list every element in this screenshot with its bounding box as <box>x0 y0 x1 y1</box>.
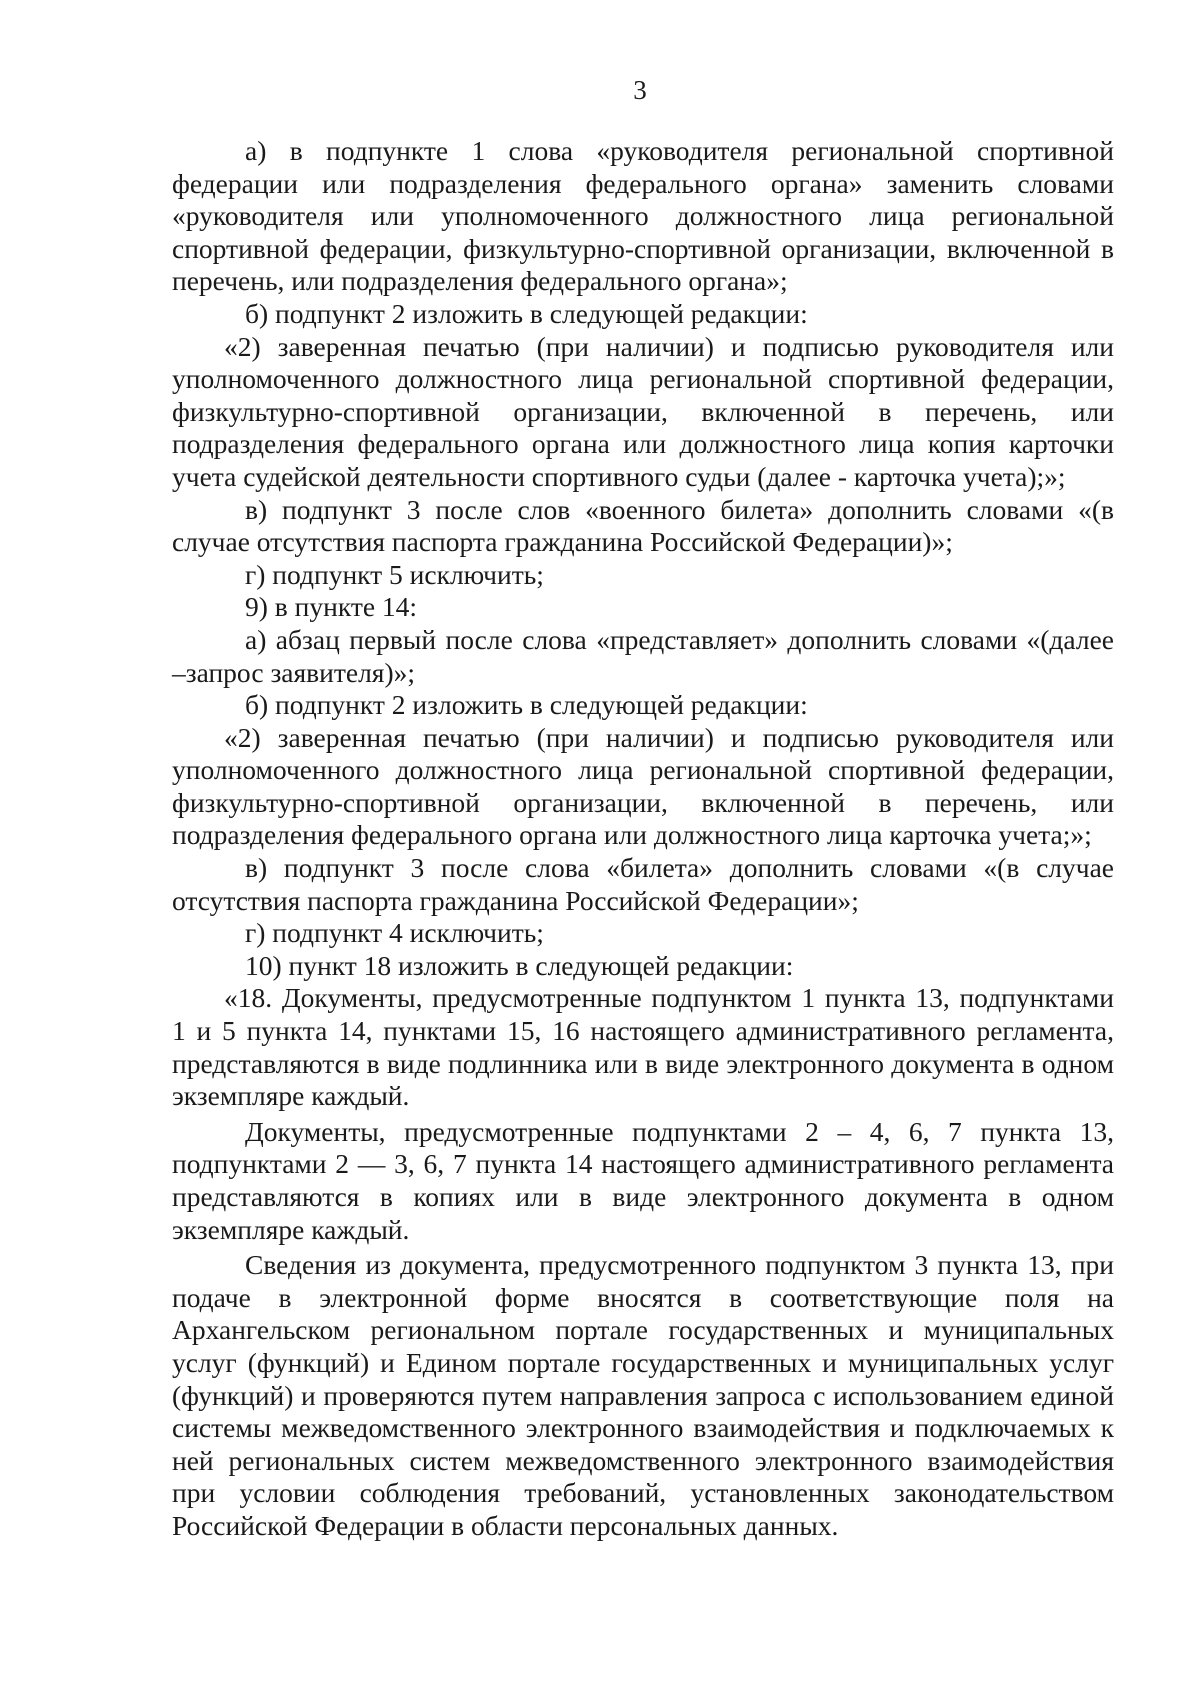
paragraph-1c-subpoint-3: в) подпункт 3 после слов «военного билета» дополнить словами «(в случае отсутствия паспорта гражданина Российской Федерации)»; <box>172 493 1114 558</box>
paragraph-item-9: 9) в пункте 14: <box>245 591 418 623</box>
page-number: 3 <box>633 75 647 105</box>
paragraph-point-18-electronic: Сведения из документа, предусмотренного подпунктом 3 пункта 13, при подаче в электронной форме вносятся в соответствующие поля на Архангельском региональном портале государственных и муниципальных услуг (функций) и Едином портале государственных и муниципальных услуг (функций) и проверяются путем направления запроса с использованием единой системы межведомственного электронного взаимодействия и подключаемых к ней региональных систем межведомственного электронного взаимодействия при условии соблюдения требований, установленных законодательством Российской Федерации в области персональных данных. <box>172 1249 1114 1541</box>
paragraph-9a: а) абзац первый после слова «представляет» дополнить словами «(далее –запрос заявителя)»; <box>172 623 1114 688</box>
paragraph-point-18: «18. Документы, предусмотренные подпунктом 1 пункта 13, подпунктами 1 и 5 пункта 14, пунктами 15, 16 настоящего административного регламента, представляются в виде подлинника или в виде электронного документа в одном экземпляре каждый. <box>172 982 1114 1112</box>
paragraph-9b: б) подпункт 2 изложить в следующей редакции: <box>245 689 808 721</box>
paragraph-point-18-copies: Документы, предусмотренные подпунктами 2 – 4, 6, 7 пункта 13, подпунктами 2 — 3, 6, 7 пункта 14 настоящего административного регламента представляются в копиях или в виде электронного документа в одном экземпляре каждый. <box>172 1115 1114 1245</box>
paragraph-1a-subpoint-1: а) в подпункте 1 слова «руководителя региональной спортивной федерации или подразделения федерального органа» заменить словами «руководителя или уполномоченного должностного лица региональной спортивной федерации, физкультурно-спортивной организации, включенной в перечень, или подразделения федерального органа»; <box>172 135 1114 297</box>
paragraph-9d: г) подпункт 4 исключить; <box>245 917 544 949</box>
document-body <box>172 135 1114 1543</box>
paragraph-item-10: 10) пункт 18 изложить в следующей редакции: <box>245 949 794 981</box>
paragraph-1d-subpoint-5: г) подпункт 5 исключить; <box>245 558 544 590</box>
paragraph-1b-subpoint-2: б) подпункт 2 изложить в следующей редакции: <box>245 297 808 329</box>
paragraph-quoted-subpoint-2: «2) заверенная печатью (при наличии) и подписью руководителя или уполномоченного должностного лица региональной спортивной федерации, физкультурно-спортивной организации, включенной в перечень, или подразделения федерального органа или должностного лица копия карточки учета судейской деятельности спортивного судьи (далее - карточка учета);»; <box>172 330 1114 492</box>
paragraph-9c: в) подпункт 3 после слова «билета» дополнить словами «(в случае отсутствия паспорта гражданина Российской Федерации»; <box>172 852 1114 916</box>
paragraph-quoted-9b: «2) заверенная печатью (при наличии) и подписью руководителя или уполномоченного должностного лица региональной спортивной федерации, физкультурно-спортивной организации, включенной в перечень, или подразделения федерального органа или должностного лица карточка учета;»; <box>172 721 1114 851</box>
